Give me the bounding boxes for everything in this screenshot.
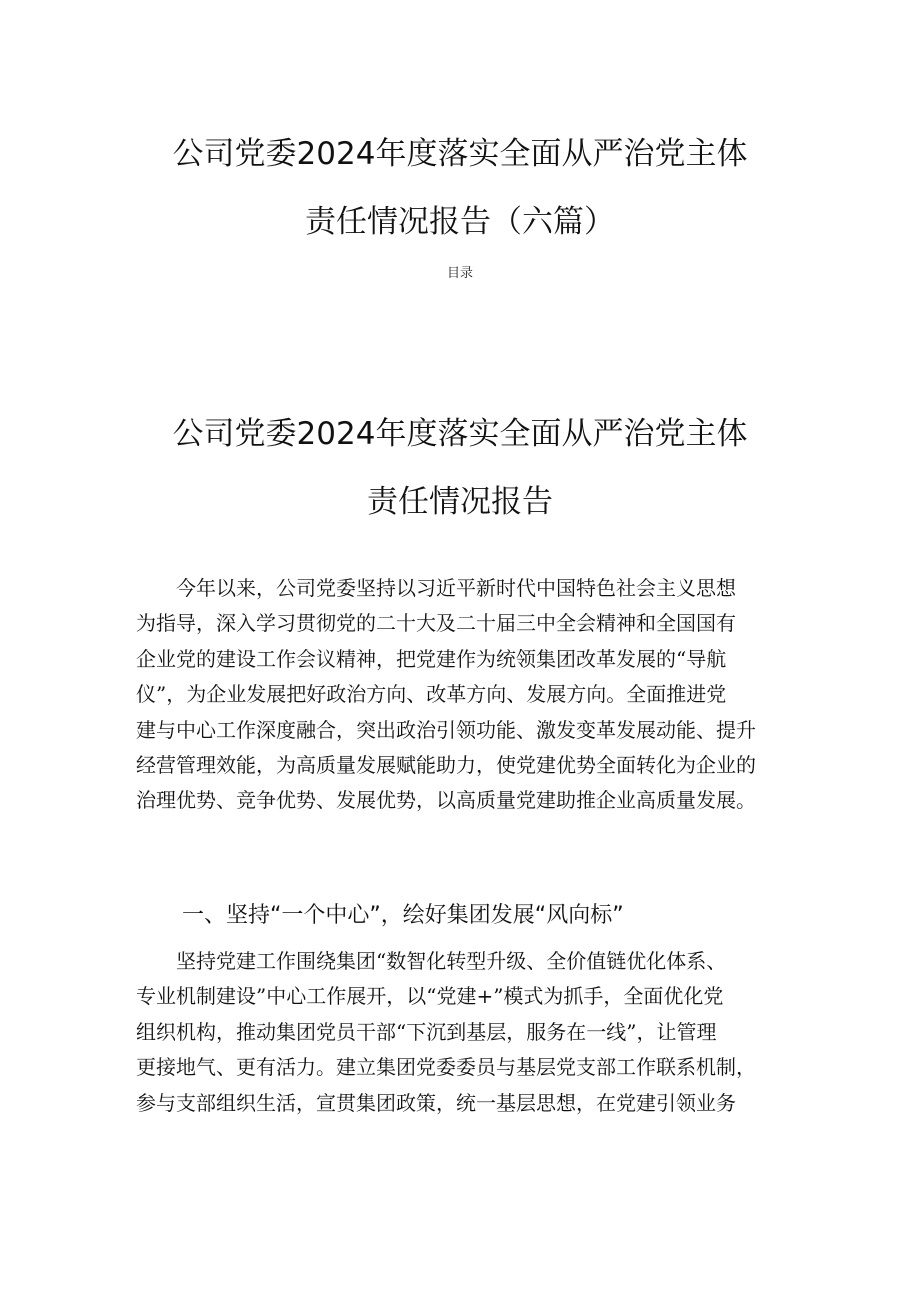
text-line: 建与中心工作深度融合，突出政治引领功能、激发变革发展动能、提升 — [136, 717, 756, 742]
text-line: 参与支部组织生活，宣贯集团政策，统一基层思想，在党建引领业务 — [136, 1090, 736, 1115]
intro-paragraph — [136, 571, 796, 819]
article-title-line-2: 责任情况报告 — [367, 484, 553, 520]
text-line: 专业机制建设”中心工作展开，以“党建+”模式为抓手，全面优化党 — [136, 984, 724, 1009]
text-line: 更接地气、更有活力。建立集团党委委员与基层党支部工作联系机制， — [136, 1055, 756, 1080]
section-paragraph — [136, 944, 796, 1121]
text-line: 坚持党建工作围绕集团“数智化转型升级、全价值链优化体系、 — [136, 949, 727, 973]
text-line: 企业党的建设工作会议精神，把党建作为统领集团改革发展的“导航 — [136, 646, 727, 671]
text-line: 仪”，为企业发展把好政治方向、改革方向、发展方向。全面推进党 — [136, 682, 727, 707]
cover-title-line-1: 公司党委2024年度落实全面从严治党主体 — [172, 136, 748, 172]
section-heading: 一、坚持“一个中心”，绘好集团发展“风向标” — [182, 903, 624, 928]
text-line: 今年以来，公司党委坚持以习近平新时代中国特色社会主义思想 — [136, 576, 736, 600]
text-line: 组织机构，推动集团党员干部“下沉到基层，服务在一线”，让管理 — [136, 1019, 717, 1044]
text-line: 为指导，深入学习贯彻党的二十大及二十届三中全会精神和全国国有 — [136, 611, 736, 636]
text-line: 经营管理效能，为高质量发展赋能助力，使党建优势全面转化为企业的 — [136, 752, 756, 777]
toc-label: 目录 — [446, 266, 473, 281]
text-line: 治理优势、竞争优势、发展优势，以高质量党建助推企业高质量发展。 — [136, 788, 756, 813]
article-title-line-1: 公司党委2024年度落实全面从严治党主体 — [172, 416, 748, 452]
cover-title-line-2: 责任情况报告（六篇） — [305, 204, 615, 240]
